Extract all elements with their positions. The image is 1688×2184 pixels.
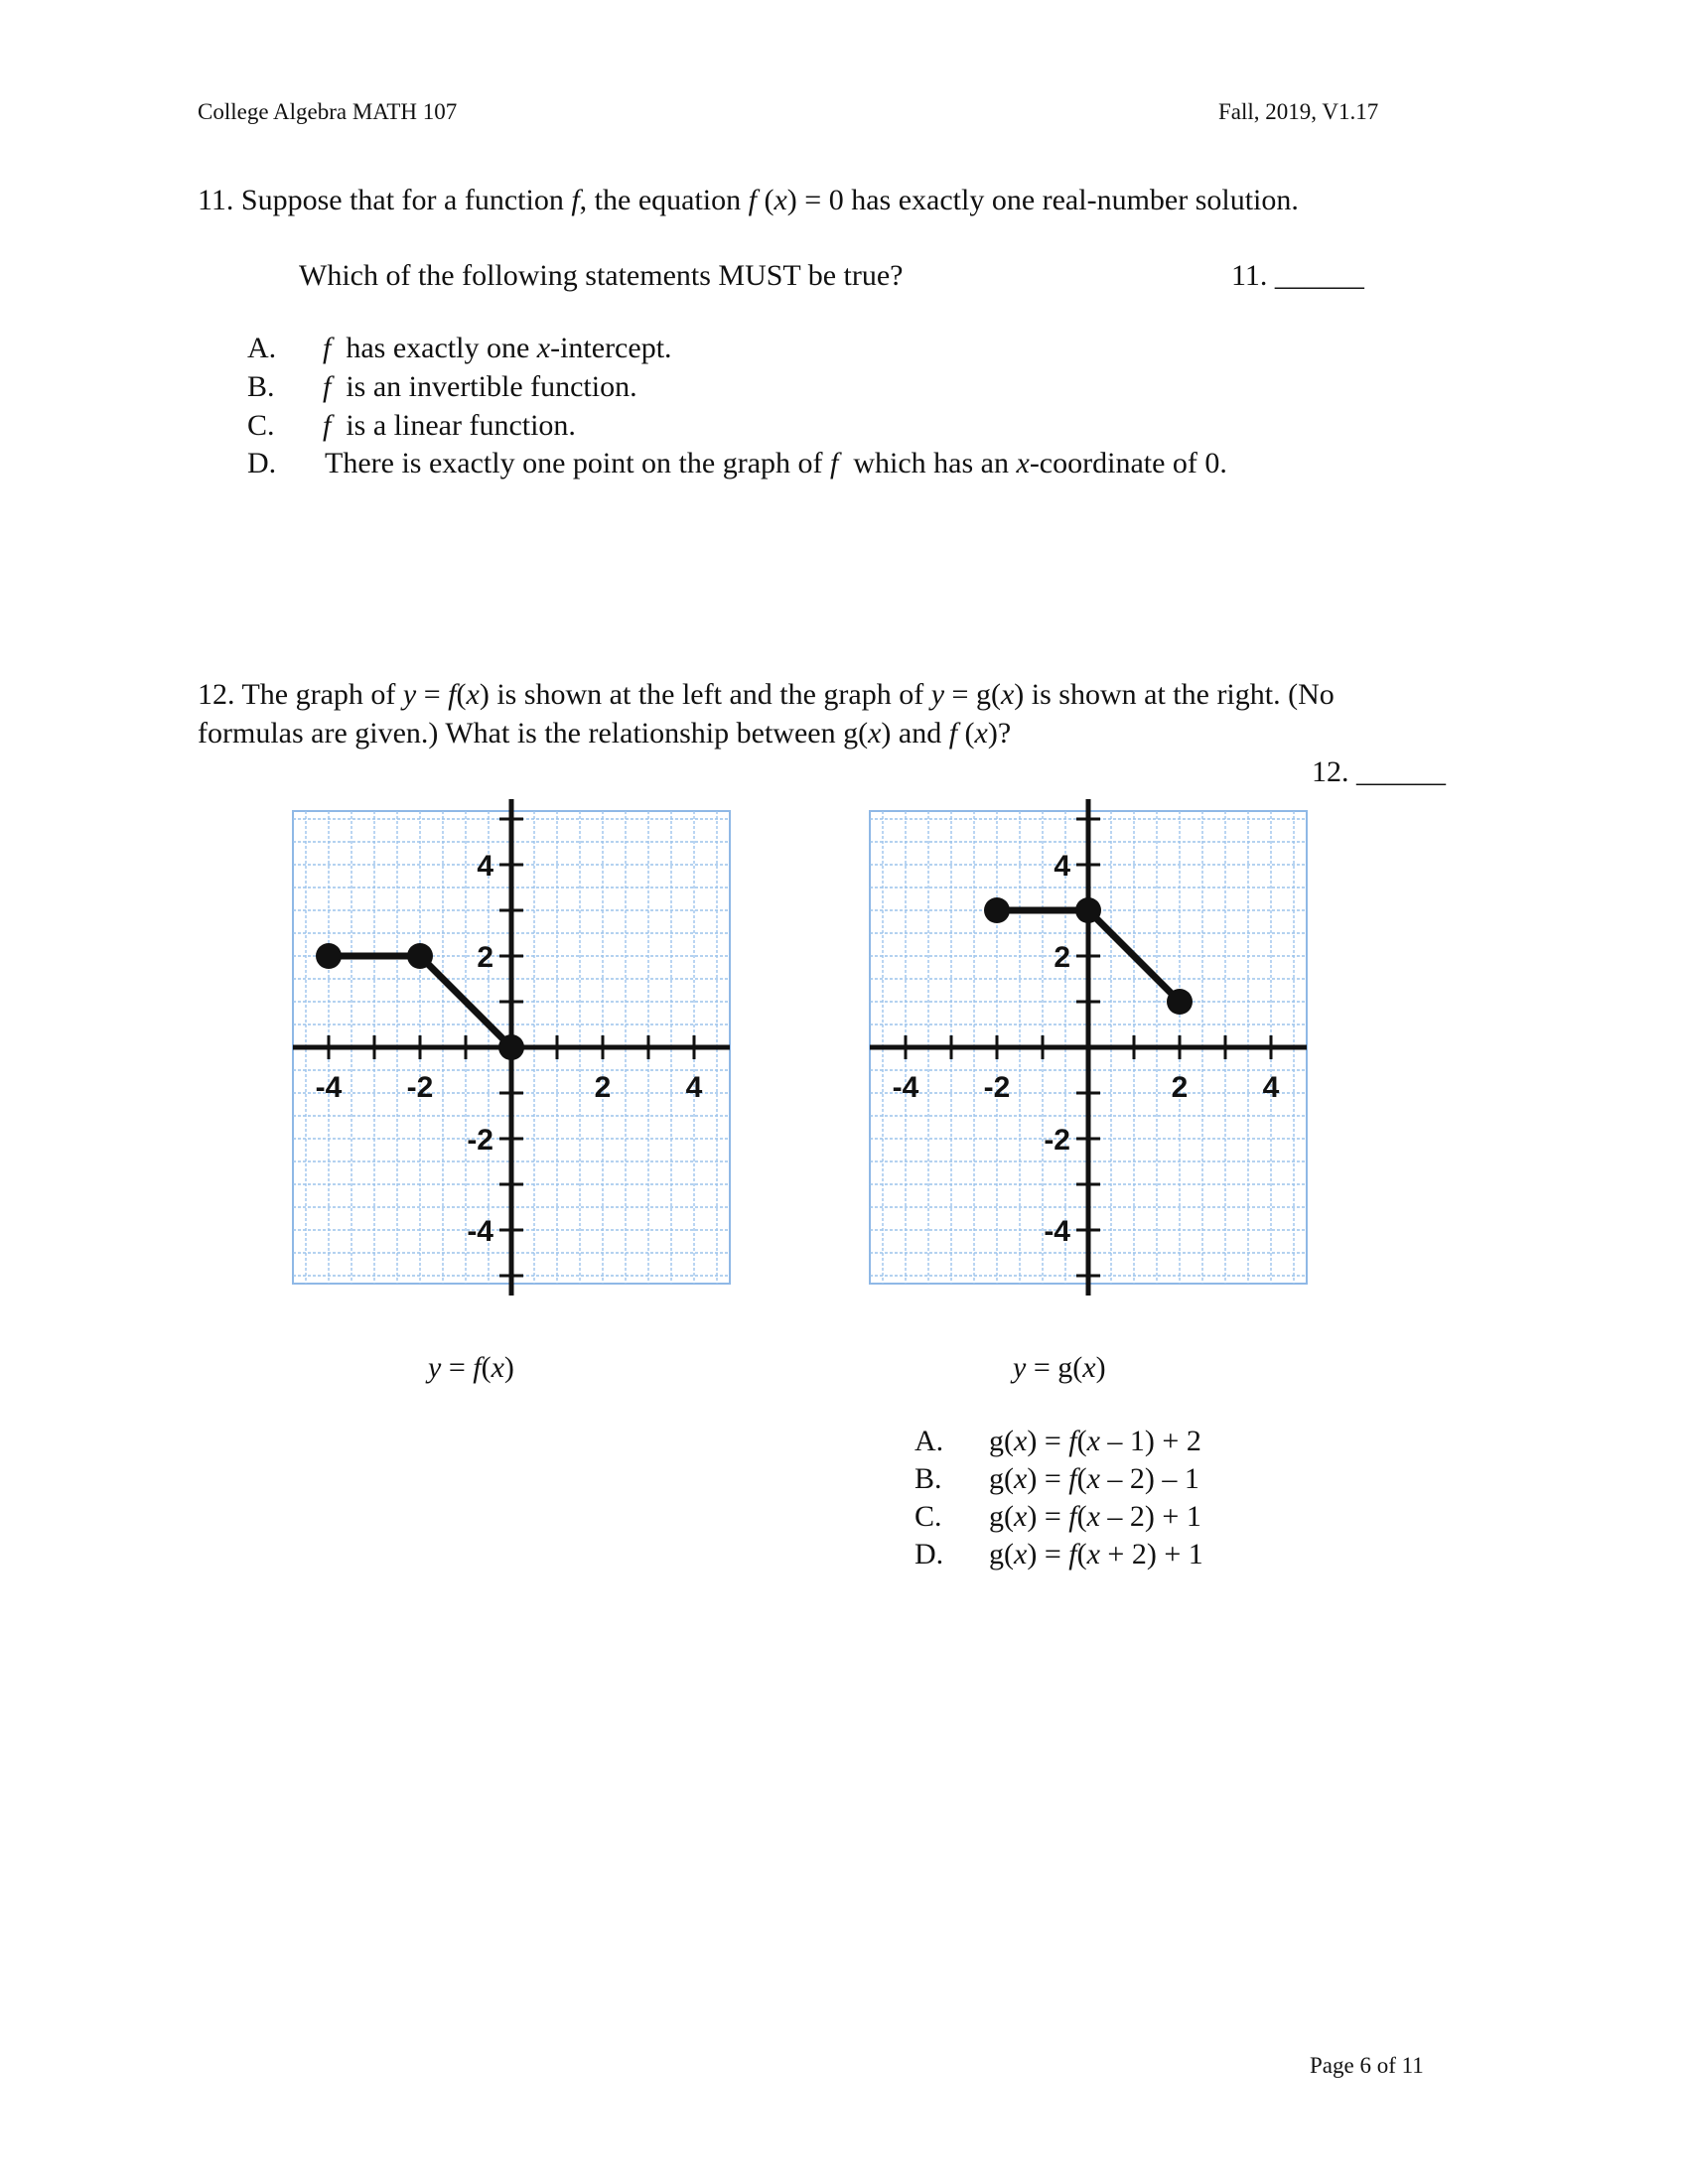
x-tick-label: 2 [594, 1071, 612, 1104]
x-tick-label: -2 [983, 1071, 1011, 1104]
y-tick-label: -4 [467, 1215, 493, 1248]
x-tick-label: -2 [406, 1071, 434, 1104]
q11-option-d[interactable]: D. There is exactly one point on the graph of f which has an x-coordinate of 0. [247, 447, 1227, 479]
data-point [1075, 897, 1101, 923]
y-tick-label: -2 [1044, 1124, 1070, 1157]
q11-answer-blank[interactable]: 11. ______ [1231, 259, 1364, 292]
y-tick-label: 4 [477, 850, 493, 883]
y-tick-label: 2 [477, 941, 493, 974]
y-tick-label: 2 [1054, 941, 1070, 974]
x-tick-label: 4 [1262, 1071, 1280, 1104]
x-tick-label: -4 [892, 1071, 919, 1104]
q11-prompt: Which of the following statements MUST be true? [299, 259, 904, 292]
x-tick-label: -4 [315, 1071, 343, 1104]
q12-stem-line2: formulas are given.) What is the relationship between g(x) and f (x)? [198, 717, 1012, 750]
caption-f: y = f(x) [428, 1351, 514, 1384]
data-point [407, 943, 433, 969]
data-point [1167, 989, 1193, 1015]
graph-f [288, 799, 735, 1296]
q11-option-b[interactable]: B. f is an invertible function. [247, 370, 637, 403]
q12-option-c[interactable]: C. g(x) = f(x – 2) + 1 [914, 1500, 1201, 1533]
q12-answer-blank[interactable]: 12. ______ [1312, 755, 1446, 788]
header-term: Fall, 2019, V1.17 [1218, 99, 1379, 124]
x-tick-label: 4 [685, 1071, 703, 1104]
q12-option-b[interactable]: B. g(x) = f(x – 2) – 1 [914, 1462, 1199, 1495]
x-tick-label: 2 [1171, 1071, 1189, 1104]
q11-option-a[interactable]: A. f has exactly one x-intercept. [247, 332, 672, 364]
data-point [984, 897, 1010, 923]
graph-g [865, 799, 1312, 1296]
q11-stem: 11. Suppose that for a function f, the equation f (x) = 0 has exactly one real-number solution. [198, 184, 1299, 216]
q12-option-a[interactable]: A. g(x) = f(x – 1) + 2 [914, 1425, 1201, 1457]
q12-option-d[interactable]: D. g(x) = f(x + 2) + 1 [914, 1538, 1203, 1570]
q12-stem-line1: 12. The graph of y = f(x) is shown at the left and the graph of y = g(x) is shown at the right. (No [198, 678, 1335, 711]
y-tick-label: -4 [1044, 1215, 1070, 1248]
y-tick-label: 4 [1054, 850, 1070, 883]
y-tick-label: -2 [467, 1124, 493, 1157]
data-point [498, 1034, 524, 1060]
data-point [316, 943, 342, 969]
page-number: Page 6 of 11 [1310, 2053, 1424, 2078]
caption-g: y = g(x) [1013, 1351, 1106, 1384]
q11-option-c[interactable]: C. f is a linear function. [247, 409, 576, 442]
header-course: College Algebra MATH 107 [198, 99, 458, 124]
